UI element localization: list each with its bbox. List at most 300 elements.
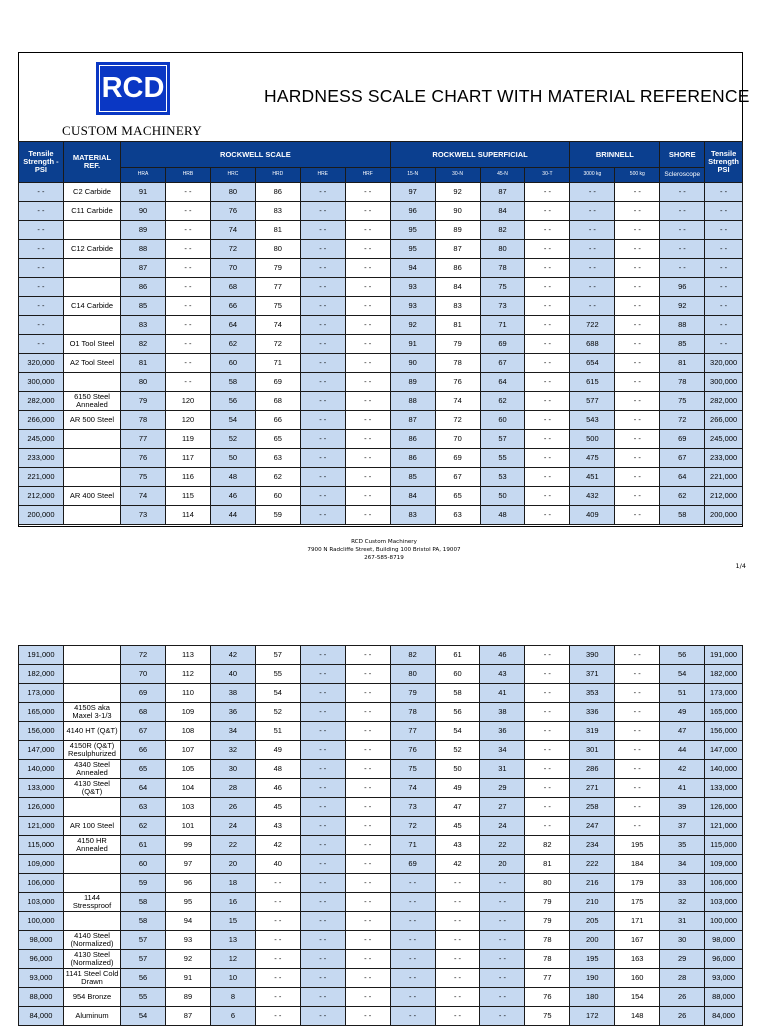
value-cell: - -	[345, 988, 390, 1007]
value-cell: 62	[660, 487, 705, 506]
value-cell: 63	[435, 506, 480, 525]
value-cell: - -	[525, 779, 570, 798]
value-cell: 74	[210, 221, 255, 240]
value-cell: 62	[121, 817, 166, 836]
value-cell: 95	[390, 221, 435, 240]
value-cell: 90	[121, 202, 166, 221]
value-cell: - -	[705, 259, 743, 278]
value-cell: 82	[480, 221, 525, 240]
material-cell: 4130 Steel (Normalized)	[63, 950, 120, 969]
value-cell: - -	[345, 855, 390, 874]
value-cell: 100,000	[705, 912, 743, 931]
value-cell: - -	[660, 183, 705, 202]
value-cell: 86	[255, 183, 300, 202]
value-cell: 41	[480, 684, 525, 703]
value-cell: 247	[570, 817, 615, 836]
value-cell: 31	[480, 760, 525, 779]
value-cell: - -	[615, 411, 660, 430]
value-cell: 180	[570, 988, 615, 1007]
material-cell: 4140 HT (Q&T)	[63, 722, 120, 741]
value-cell: - -	[615, 506, 660, 525]
value-cell: 58	[121, 912, 166, 931]
page-footer	[0, 538, 768, 562]
value-cell: 117	[166, 449, 211, 468]
value-cell: 42	[435, 855, 480, 874]
value-cell: 22	[480, 836, 525, 855]
material-cell: 4130 Steel (Q&T)	[63, 779, 120, 798]
value-cell: - -	[615, 779, 660, 798]
value-cell: 90	[390, 354, 435, 373]
value-cell: 245,000	[705, 430, 743, 449]
header-rockwell-scale: ROCKWELL SCALE	[121, 142, 391, 168]
table-row	[19, 1007, 743, 1026]
value-cell: 78	[435, 354, 480, 373]
value-cell: 87	[390, 411, 435, 430]
value-cell: - -	[615, 278, 660, 297]
value-cell: 50	[210, 449, 255, 468]
footer-company: RCD Custom Machinery	[351, 539, 417, 545]
value-cell: - -	[570, 202, 615, 221]
table-row	[19, 316, 743, 335]
value-cell: - -	[525, 741, 570, 760]
value-cell: - -	[345, 221, 390, 240]
value-cell: 110	[166, 684, 211, 703]
value-cell: 66	[255, 411, 300, 430]
value-cell: 320,000	[705, 354, 743, 373]
value-cell: - -	[345, 335, 390, 354]
value-cell: - -	[705, 335, 743, 354]
value-cell: - -	[435, 988, 480, 1007]
value-cell: 43	[435, 836, 480, 855]
value-cell: 84	[435, 278, 480, 297]
value-cell: 70	[210, 259, 255, 278]
material-cell	[63, 468, 120, 487]
value-cell: 69	[255, 373, 300, 392]
material-cell: 6150 Steel Annealed	[63, 392, 120, 411]
value-cell: - -	[660, 259, 705, 278]
value-cell: 93	[390, 297, 435, 316]
value-cell: 90	[435, 202, 480, 221]
value-cell: 82	[121, 335, 166, 354]
value-cell: - -	[166, 240, 211, 259]
value-cell: 43	[480, 665, 525, 684]
value-cell: 103	[166, 798, 211, 817]
value-cell: 60	[210, 354, 255, 373]
value-cell: - -	[615, 297, 660, 316]
value-cell: 64	[121, 779, 166, 798]
table-row	[19, 665, 743, 684]
value-cell: - -	[525, 430, 570, 449]
value-cell: 75	[390, 760, 435, 779]
value-cell: - -	[660, 202, 705, 221]
value-cell: 60	[255, 487, 300, 506]
value-cell: - -	[300, 722, 345, 741]
value-cell: 78	[525, 950, 570, 969]
table-row	[19, 779, 743, 798]
value-cell: 258	[570, 798, 615, 817]
value-cell: 38	[210, 684, 255, 703]
value-cell: 96	[660, 278, 705, 297]
material-cell: 4150R (Q&T) Resulphurized	[63, 741, 120, 760]
value-cell: 44	[660, 741, 705, 760]
logo-text: RCD	[101, 72, 165, 104]
value-cell: 78	[121, 411, 166, 430]
value-cell: - -	[300, 988, 345, 1007]
value-cell: - -	[300, 817, 345, 836]
value-cell: - -	[390, 950, 435, 969]
value-cell: 171	[615, 912, 660, 931]
material-cell	[63, 684, 120, 703]
value-cell: 73	[480, 297, 525, 316]
value-cell: 94	[390, 259, 435, 278]
material-cell: 1144 Stressproof	[63, 893, 120, 912]
subheader-hrf: HRF	[345, 168, 390, 183]
value-cell: - -	[615, 703, 660, 722]
value-cell: 116	[166, 468, 211, 487]
value-cell: 148	[615, 1007, 660, 1026]
value-cell: - -	[615, 487, 660, 506]
value-cell: 82	[390, 646, 435, 665]
value-cell: - -	[435, 893, 480, 912]
value-cell: 47	[660, 722, 705, 741]
value-cell: - -	[525, 354, 570, 373]
value-cell: - -	[525, 183, 570, 202]
footer-address: 7900 N Radcliffe Street, Building 100 Bristol PA, 19007	[307, 547, 461, 553]
value-cell: 96	[166, 874, 211, 893]
table-row	[19, 411, 743, 430]
footer-phone: 267-585-8719	[364, 555, 404, 561]
value-cell: - -	[480, 988, 525, 1007]
subheader-hre: HRE	[300, 168, 345, 183]
material-cell	[63, 665, 120, 684]
material-cell	[63, 855, 120, 874]
value-cell: - -	[390, 874, 435, 893]
value-cell: 64	[480, 373, 525, 392]
value-cell: - -	[19, 240, 64, 259]
table-row	[19, 468, 743, 487]
value-cell: - -	[615, 760, 660, 779]
value-cell: 77	[255, 278, 300, 297]
value-cell: 115,000	[19, 836, 64, 855]
value-cell: 119	[166, 430, 211, 449]
value-cell: 95	[166, 893, 211, 912]
value-cell: 233,000	[705, 449, 743, 468]
value-cell: - -	[166, 373, 211, 392]
value-cell: - -	[615, 665, 660, 684]
value-cell: 26	[660, 1007, 705, 1026]
value-cell: - -	[705, 221, 743, 240]
table-row	[19, 969, 743, 988]
value-cell: 61	[435, 646, 480, 665]
value-cell: - -	[255, 969, 300, 988]
material-cell	[63, 373, 120, 392]
material-cell	[63, 449, 120, 468]
value-cell: 72	[121, 646, 166, 665]
value-cell: 92	[166, 950, 211, 969]
value-cell: 336	[570, 703, 615, 722]
value-cell: 33	[660, 874, 705, 893]
material-cell	[63, 646, 120, 665]
value-cell: 108	[166, 722, 211, 741]
value-cell: 50	[480, 487, 525, 506]
value-cell: 41	[660, 779, 705, 798]
value-cell: 62	[255, 468, 300, 487]
material-cell: 954 Bronze	[63, 988, 120, 1007]
value-cell: - -	[345, 278, 390, 297]
value-cell: 48	[480, 506, 525, 525]
value-cell: - -	[435, 912, 480, 931]
value-cell: 46	[480, 646, 525, 665]
value-cell: - -	[300, 259, 345, 278]
value-cell: 245,000	[19, 430, 64, 449]
value-cell: 390	[570, 646, 615, 665]
material-cell	[63, 221, 120, 240]
value-cell: - -	[345, 297, 390, 316]
value-cell: 62	[480, 392, 525, 411]
material-cell: A2 Tool Steel	[63, 354, 120, 373]
value-cell: - -	[480, 931, 525, 950]
value-cell: 15	[210, 912, 255, 931]
value-cell: 175	[615, 893, 660, 912]
value-cell: 86	[390, 449, 435, 468]
value-cell: 54	[435, 722, 480, 741]
table-row	[19, 259, 743, 278]
value-cell: 47	[435, 798, 480, 817]
value-cell: 45	[255, 798, 300, 817]
value-cell: - -	[166, 316, 211, 335]
value-cell: 114	[166, 506, 211, 525]
value-cell: 75	[525, 1007, 570, 1026]
material-cell	[63, 506, 120, 525]
material-cell: 4340 Steel Annealed	[63, 760, 120, 779]
value-cell: 78	[390, 703, 435, 722]
value-cell: 475	[570, 449, 615, 468]
value-cell: 10	[210, 969, 255, 988]
value-cell: - -	[615, 202, 660, 221]
value-cell: 221,000	[19, 468, 64, 487]
value-cell: - -	[345, 354, 390, 373]
value-cell: - -	[300, 950, 345, 969]
value-cell: 81	[435, 316, 480, 335]
value-cell: - -	[615, 684, 660, 703]
value-cell: 60	[480, 411, 525, 430]
value-cell: - -	[615, 646, 660, 665]
value-cell: 51	[660, 684, 705, 703]
value-cell: 76	[121, 449, 166, 468]
value-cell: - -	[255, 893, 300, 912]
value-cell: - -	[705, 240, 743, 259]
value-cell: 184	[615, 855, 660, 874]
value-cell: 73	[390, 798, 435, 817]
value-cell: - -	[615, 259, 660, 278]
value-cell: 29	[660, 950, 705, 969]
material-cell	[63, 259, 120, 278]
value-cell: 79	[435, 335, 480, 354]
value-cell: - -	[345, 202, 390, 221]
value-cell: 78	[525, 931, 570, 950]
value-cell: 451	[570, 468, 615, 487]
value-cell: 31	[660, 912, 705, 931]
value-cell: 79	[525, 912, 570, 931]
value-cell: 286	[570, 760, 615, 779]
material-cell	[63, 912, 120, 931]
value-cell: 96,000	[19, 950, 64, 969]
value-cell: - -	[300, 183, 345, 202]
table-row	[19, 893, 743, 912]
value-cell: 69	[121, 684, 166, 703]
value-cell: - -	[345, 779, 390, 798]
value-cell: - -	[19, 183, 64, 202]
value-cell: 83	[435, 297, 480, 316]
value-cell: 89	[121, 221, 166, 240]
value-cell: - -	[300, 430, 345, 449]
value-cell: - -	[300, 392, 345, 411]
value-cell: - -	[345, 373, 390, 392]
value-cell: 91	[121, 183, 166, 202]
value-cell: 18	[210, 874, 255, 893]
value-cell: - -	[300, 335, 345, 354]
value-cell: - -	[300, 741, 345, 760]
table-row	[19, 874, 743, 893]
value-cell: - -	[345, 760, 390, 779]
value-cell: - -	[525, 297, 570, 316]
value-cell: 59	[255, 506, 300, 525]
value-cell: 271	[570, 779, 615, 798]
material-cell: O1 Tool Steel	[63, 335, 120, 354]
value-cell: - -	[300, 278, 345, 297]
value-cell: 79	[121, 392, 166, 411]
value-cell: 160	[615, 969, 660, 988]
value-cell: 72	[390, 817, 435, 836]
value-cell: - -	[570, 297, 615, 316]
value-cell: 87	[435, 240, 480, 259]
value-cell: 191,000	[19, 646, 64, 665]
value-cell: 688	[570, 335, 615, 354]
value-cell: - -	[166, 278, 211, 297]
value-cell: 121,000	[705, 817, 743, 836]
value-cell: 57	[480, 430, 525, 449]
material-cell: AR 100 Steel	[63, 817, 120, 836]
value-cell: 37	[660, 817, 705, 836]
value-cell: 319	[570, 722, 615, 741]
value-cell: 43	[255, 817, 300, 836]
value-cell: 30	[210, 760, 255, 779]
table-row	[19, 449, 743, 468]
value-cell: 156,000	[705, 722, 743, 741]
value-cell: 75	[121, 468, 166, 487]
value-cell: 179	[615, 874, 660, 893]
value-cell: 210	[570, 893, 615, 912]
value-cell: - -	[345, 316, 390, 335]
value-cell: 154	[615, 988, 660, 1007]
value-cell: 109,000	[19, 855, 64, 874]
value-cell: - -	[255, 931, 300, 950]
value-cell: 67	[480, 354, 525, 373]
value-cell: 212,000	[705, 487, 743, 506]
value-cell: - -	[345, 817, 390, 836]
subheader-3000-kg: 3000 kg	[570, 168, 615, 183]
subheader-30-n: 30-N	[435, 168, 480, 183]
value-cell: - -	[300, 373, 345, 392]
value-cell: - -	[525, 278, 570, 297]
value-cell: 71	[255, 354, 300, 373]
table-row	[19, 950, 743, 969]
value-cell: 34	[210, 722, 255, 741]
subheader-scleroscope: Scleroscope	[660, 168, 705, 183]
value-cell: 74	[121, 487, 166, 506]
value-cell: 63	[255, 449, 300, 468]
value-cell: 56	[660, 646, 705, 665]
value-cell: 46	[255, 779, 300, 798]
value-cell: 84,000	[19, 1007, 64, 1026]
value-cell: 70	[121, 665, 166, 684]
value-cell: - -	[390, 969, 435, 988]
value-cell: 106,000	[19, 874, 64, 893]
value-cell: 115	[166, 487, 211, 506]
value-cell: - -	[345, 741, 390, 760]
value-cell: 200,000	[19, 506, 64, 525]
value-cell: 121,000	[19, 817, 64, 836]
value-cell: 212,000	[19, 487, 64, 506]
value-cell: - -	[705, 297, 743, 316]
value-cell: 69	[390, 855, 435, 874]
value-cell: 200	[570, 931, 615, 950]
value-cell: - -	[345, 430, 390, 449]
value-cell: - -	[525, 221, 570, 240]
value-cell: 48	[255, 760, 300, 779]
value-cell: 81	[255, 221, 300, 240]
value-cell: - -	[255, 988, 300, 1007]
material-cell: AR 500 Steel	[63, 411, 120, 430]
value-cell: 88	[390, 392, 435, 411]
value-cell: 98,000	[705, 931, 743, 950]
value-cell: 301	[570, 741, 615, 760]
value-cell: 81	[660, 354, 705, 373]
value-cell: - -	[300, 912, 345, 931]
value-cell: 133,000	[19, 779, 64, 798]
value-cell: - -	[345, 449, 390, 468]
value-cell: 56	[210, 392, 255, 411]
subheader-hrd: HRD	[255, 168, 300, 183]
value-cell: - -	[19, 278, 64, 297]
value-cell: 54	[255, 684, 300, 703]
table-row	[19, 430, 743, 449]
value-cell: 83	[255, 202, 300, 221]
value-cell: 93,000	[19, 969, 64, 988]
value-cell: - -	[480, 874, 525, 893]
value-cell: - -	[390, 912, 435, 931]
value-cell: - -	[525, 817, 570, 836]
material-cell	[63, 316, 120, 335]
material-cell: C12 Carbide	[63, 240, 120, 259]
value-cell: 88,000	[19, 988, 64, 1007]
value-cell: - -	[525, 392, 570, 411]
value-cell: 89	[390, 373, 435, 392]
value-cell: 16	[210, 893, 255, 912]
value-cell: 81	[121, 354, 166, 373]
value-cell: - -	[435, 931, 480, 950]
value-cell: 98,000	[19, 931, 64, 950]
value-cell: 58	[210, 373, 255, 392]
value-cell: 61	[121, 836, 166, 855]
value-cell: 46	[210, 487, 255, 506]
value-cell: 543	[570, 411, 615, 430]
value-cell: 205	[570, 912, 615, 931]
value-cell: 300,000	[19, 373, 64, 392]
value-cell: 30	[660, 931, 705, 950]
value-cell: 71	[480, 316, 525, 335]
value-cell: 57	[255, 646, 300, 665]
